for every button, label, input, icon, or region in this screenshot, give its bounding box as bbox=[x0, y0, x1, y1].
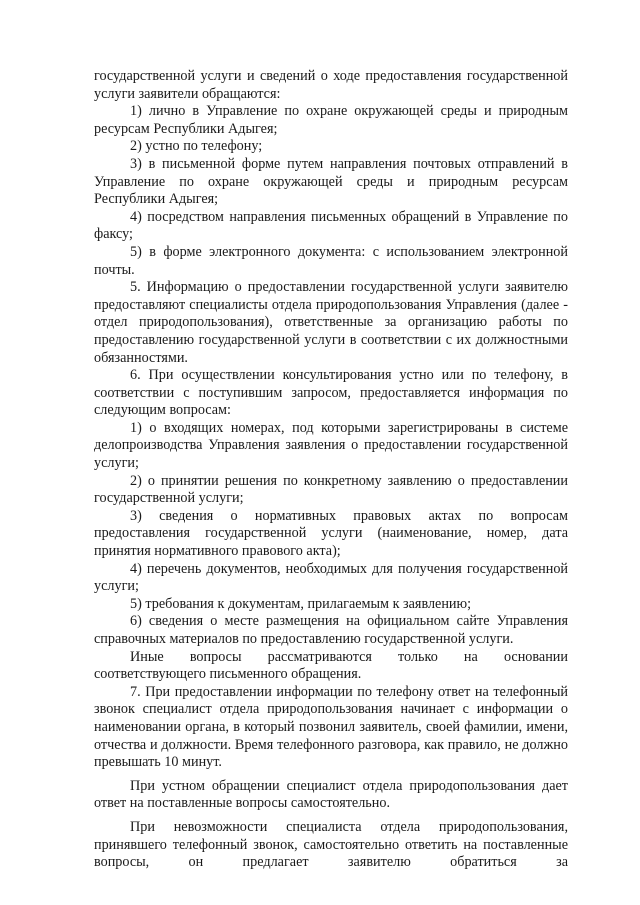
paragraph-impossibility: При невозможности специалиста отдела природопользования, принявшего телефонный звонок, самостоятельно ответить на поставленные вопросы, он предлагает заявителю обратиться за bbox=[94, 818, 568, 871]
clause-5: 5. Информацию о предоставлении государственной услуги заявителю предоставляют специалисты отдела природопользования Управления (далее - отдел природопользования), ответственные за организацию работы по предоставлению государственной услуги в соответствии с их должностными обязанностями. bbox=[94, 279, 568, 366]
list-item-decision: 2) о принятии решения по конкретному заявлению о предоставлении государственной услуги; bbox=[94, 472, 568, 507]
list-item-by-fax: 4) посредством направления письменных обращений в Управление по факсу; bbox=[94, 208, 568, 243]
list-item-incoming-numbers: 1) о входящих номерах, под которыми зарегистрированы в системе делопроизводства Управления заявления о предоставлении государственной услуги; bbox=[94, 419, 568, 472]
list-item-documents-list: 4) перечень документов, необходимых для получения государственной услуги; bbox=[94, 560, 568, 595]
clause-6: 6. При осуществлении консультирования устно или по телефону, в соответствии с поступившим запросом, предоставляется информация по следующим вопросам: bbox=[94, 367, 568, 419]
list-item-by-phone: 2) устно по телефону; bbox=[130, 138, 263, 155]
list-item-website-materials: 6) сведения о месте размещения на официальном сайте Управления справочных материалов по предоставлению государственной услуги. bbox=[94, 613, 568, 647]
list-item-legal-acts: 3) сведения о нормативных правовых актах по вопросам предоставления государственной услуги (наименование, номер, дата принятия нормативного правового акта); bbox=[94, 507, 568, 560]
paragraph-oral-request: При устном обращении специалист отдела природопользования дает ответ на поставленные вопросы самостоятельно. bbox=[94, 777, 568, 812]
list-item-by-email: 5) в форме электронного документа: с использованием электронной почты. bbox=[94, 243, 568, 278]
list-item-in-person: 1) лично в Управление по охране окружающей среды и природным ресурсам Республики Адыгея; bbox=[94, 103, 568, 137]
paragraph-intro-continuation: государственной услуги и сведений о ходе предоставления государственной услуги заявители обращаются: bbox=[94, 68, 568, 102]
list-item-by-mail: 3) в письменной форме путем направления почтовых отправлений в Управление по охране окружающей среды и природным ресурсам Республики Адыгея; bbox=[94, 155, 568, 208]
document-page bbox=[94, 68, 568, 872]
clause-7: 7. При предоставлении информации по телефону ответ на телефонный звонок специалист отдела природопользования начинает с информации о наименовании органа, в который позвонил заявитель, своей фамилии, имени, отчества и должности. Время телефонного разговора, как правило, не должно превышать 10 минут. bbox=[94, 683, 568, 771]
list-item-document-requirements: 5) требования к документам, прилагаемым к заявлению; bbox=[130, 595, 472, 612]
paragraph-other-questions: Иные вопросы рассматриваются только на основании соответствующего письменного обращения. bbox=[94, 648, 568, 683]
